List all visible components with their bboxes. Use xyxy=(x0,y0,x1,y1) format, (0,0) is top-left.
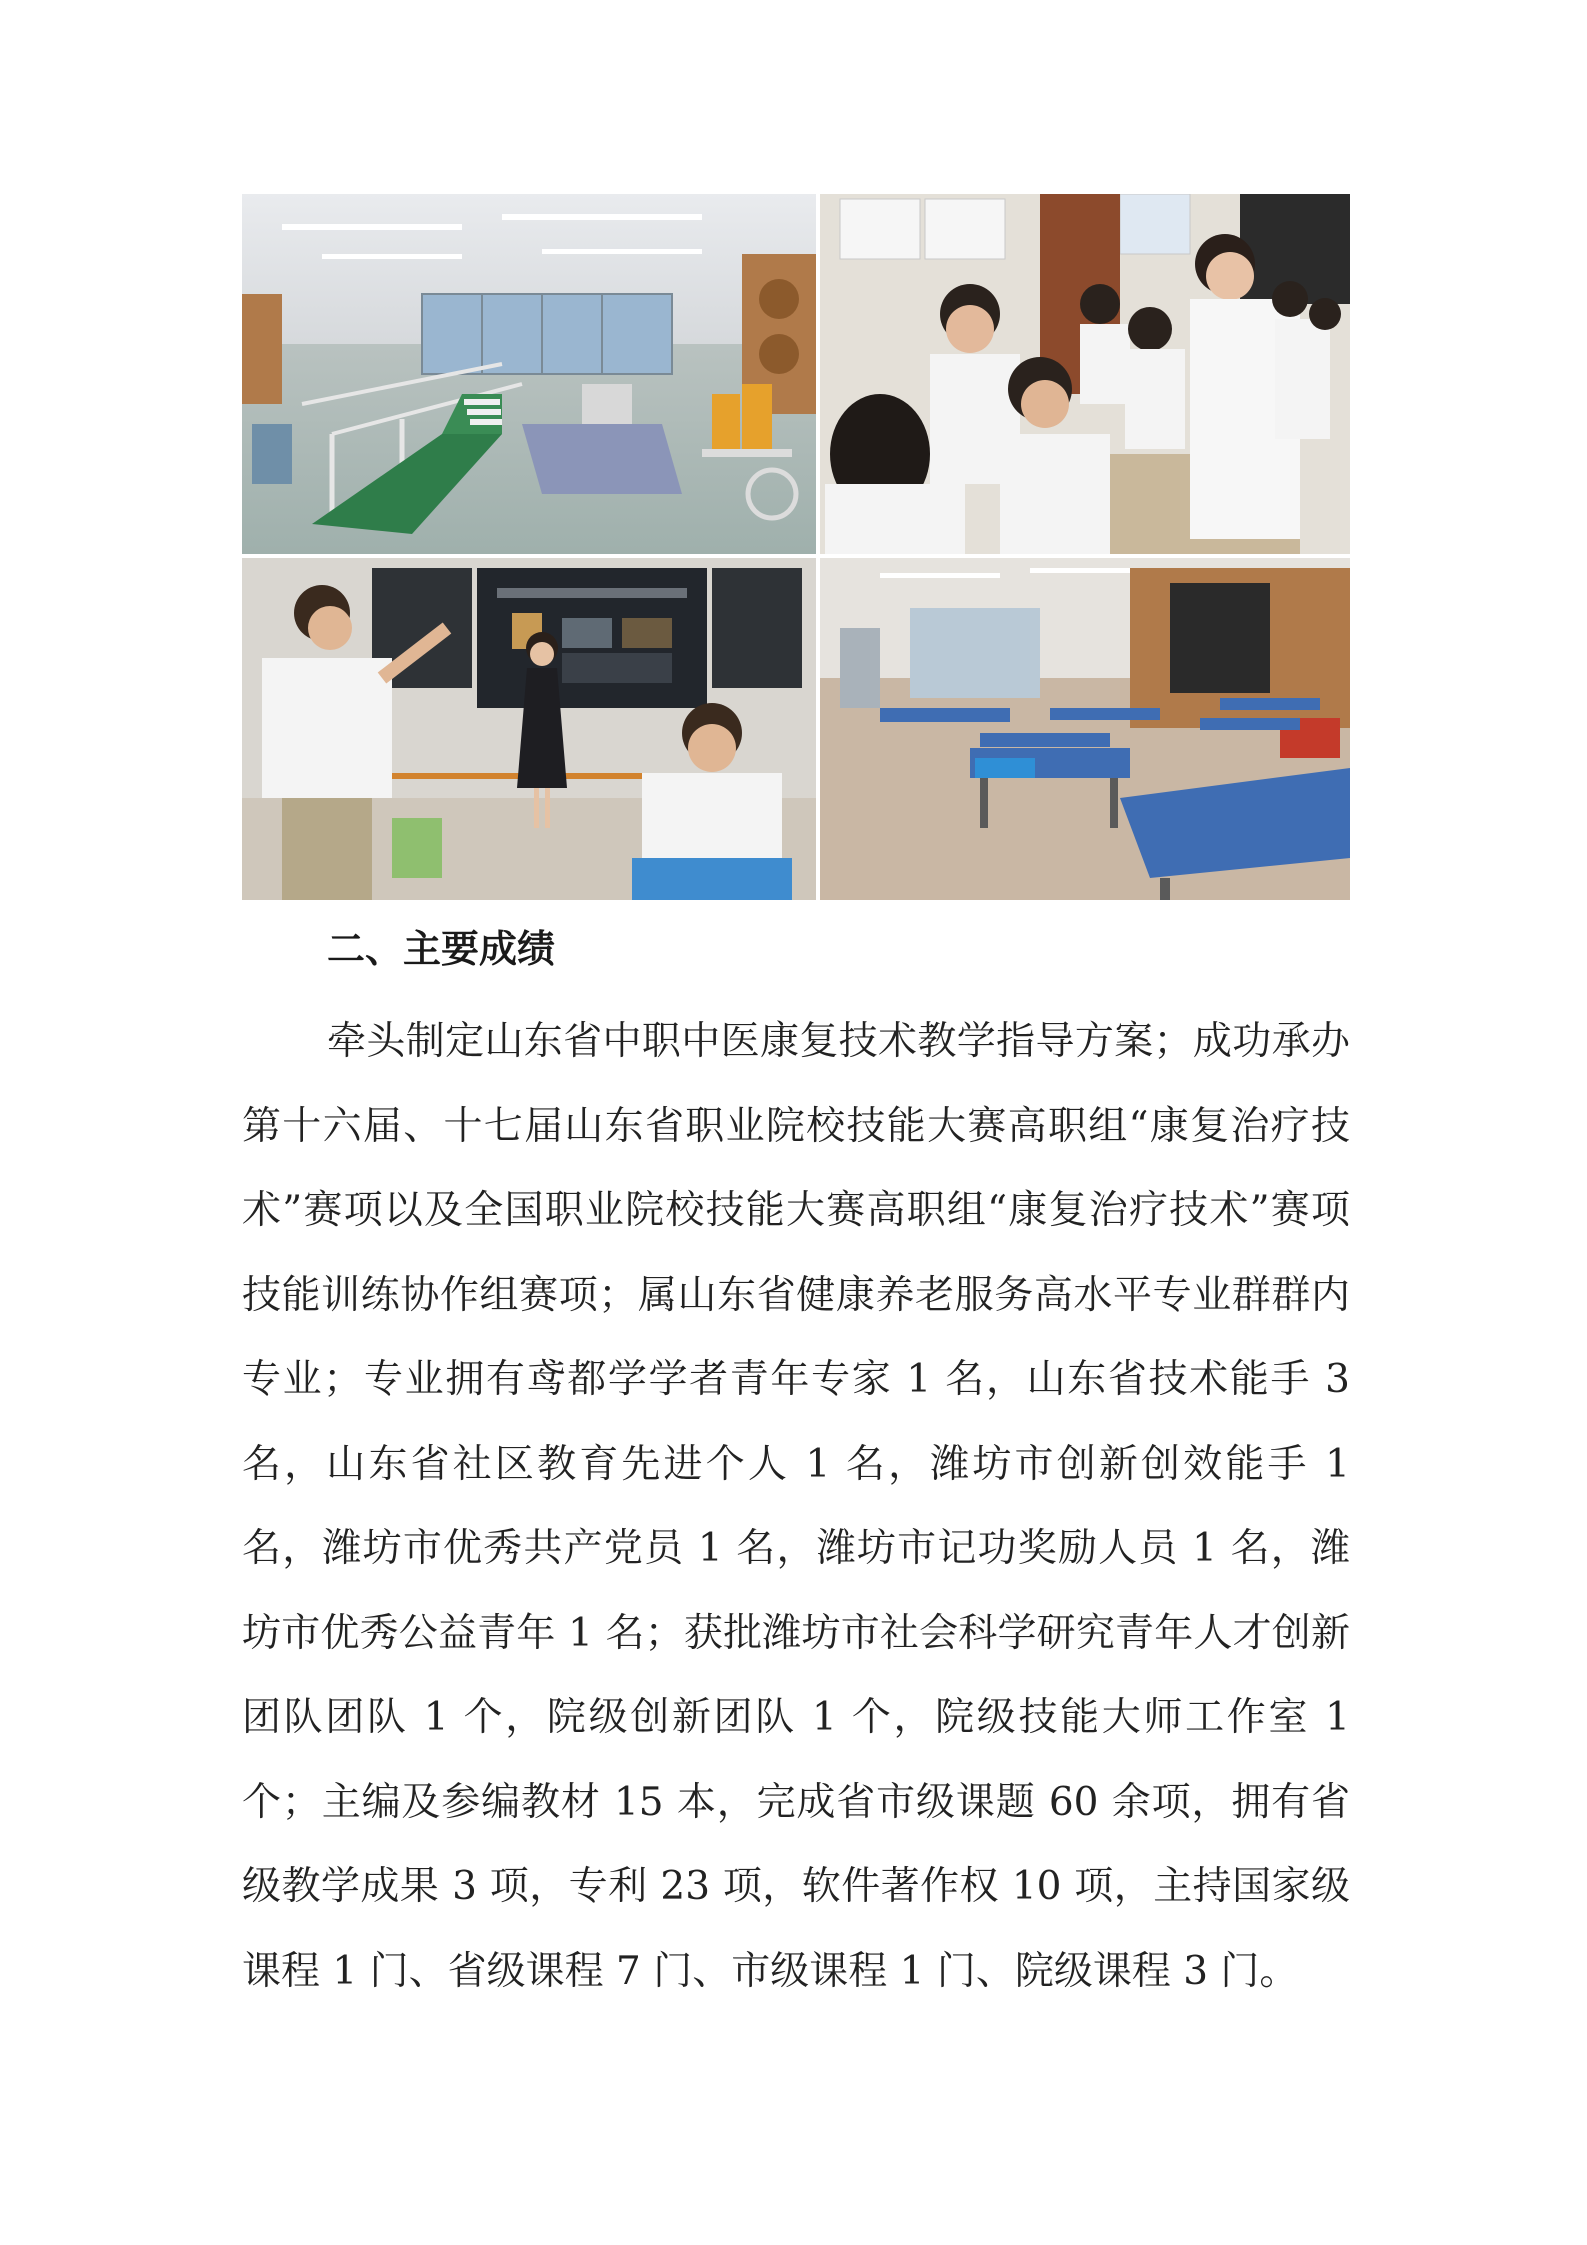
photo-classroom-presentation xyxy=(242,558,816,900)
achievements-paragraph: 牵头制定山东省中职中医康复技术教学指导方案；成功承办第十六届、十七届山东省职业院校技能大赛高职组“康复治疗技术”赛项以及全国职业院校技能大赛高职组“康复治疗技术”赛项技能训练协作组赛项；属山东省健康养老服务高水平专业群群内专业；专业拥有鸢都学学者青年专家 1 名，山东省技术能手 3 名，山东省社区教育先进个人 1 名，潍坊市创新创效能手 1 名，潍坊市优秀共产党员 1 名，潍坊市记功奖励人员 1 名，潍坊市优秀公益青年 1 名；获批潍坊市社会科学研究青年人才创新团队团队 1 个，院级创新团队 1 个，院级技能大师工作室 1 个；主编及参编教材 15 本，完成省市级课题 60 余项，拥有省级教学成果 3 项，专利 23 项，软件著作权 10 项，主持国家级课程 1 门、省级课程 7 门、市级课程 1 门、院级课程 3 门。 xyxy=(242,1019,1350,1994)
photo-teacher-guiding-students xyxy=(820,194,1350,554)
section-heading: 二、主要成绩 xyxy=(327,927,556,971)
photo-physiotherapy-room xyxy=(820,558,1350,900)
photo-rehab-training-hall xyxy=(242,194,816,554)
photo-collage xyxy=(242,194,1350,900)
